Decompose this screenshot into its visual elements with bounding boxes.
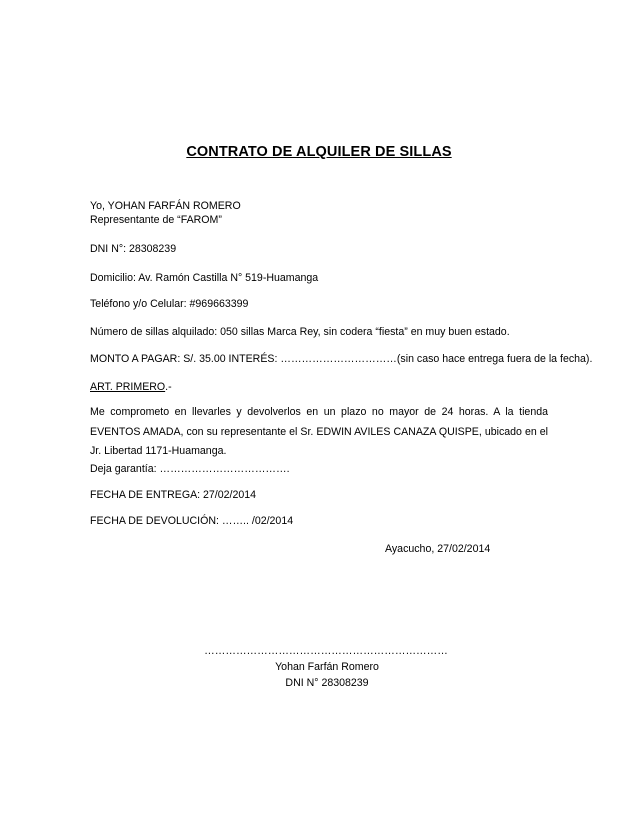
dni-line: DNI N°: 28308239 — [90, 243, 177, 255]
phone-line: Teléfono y/o Celular: #969663399 — [90, 298, 249, 310]
signature-name: Yohan Farfán Romero — [275, 661, 379, 673]
article-heading-line — [90, 381, 172, 394]
article-heading: ART. PRIMERO — [90, 381, 166, 393]
signature-line: …………………………………………………………… — [204, 645, 448, 657]
article-heading-suffix: .- — [165, 381, 172, 393]
article-body: Me comprometo en llevarles y devolverlos en un plazo no mayor de 24 horas. A la tienda EVENTOS AMADA, con su representante el Sr. EDWIN AVILES CANAZA QUISPE, ubicado en el Jr. Libertad 1171-Huamanga. — [90, 406, 548, 457]
amount-line: MONTO A PAGAR: S/. 35.00 INTERÉS: ……………………………(sin caso hace entrega fuera de la fecha). — [90, 353, 593, 365]
owner-role: Representante de “FAROM” — [90, 214, 222, 226]
delivery-date-line: FECHA DE ENTREGA: 27/02/2014 — [90, 489, 257, 501]
return-date-line: FECHA DE DEVOLUCIÓN: …….. /02/2014 — [90, 515, 294, 527]
chairs-line: Número de sillas alquilado: 050 sillas Marca Rey, sin codera “fiesta” en muy buen estado. — [90, 326, 510, 338]
address-line: Domicilio: Av. Ramón Castilla N° 519-Huamanga — [90, 272, 319, 284]
document-title: CONTRATO DE ALQUILER DE SILLAS — [186, 144, 452, 160]
guarantee-line: Deja garantía: ………………………………. — [90, 463, 290, 475]
signature-dni: DNI N° 28308239 — [285, 677, 369, 689]
owner-name: Yo, YOHAN FARFÁN ROMERO — [90, 200, 241, 212]
place-date: Ayacucho, 27/02/2014 — [385, 543, 491, 555]
